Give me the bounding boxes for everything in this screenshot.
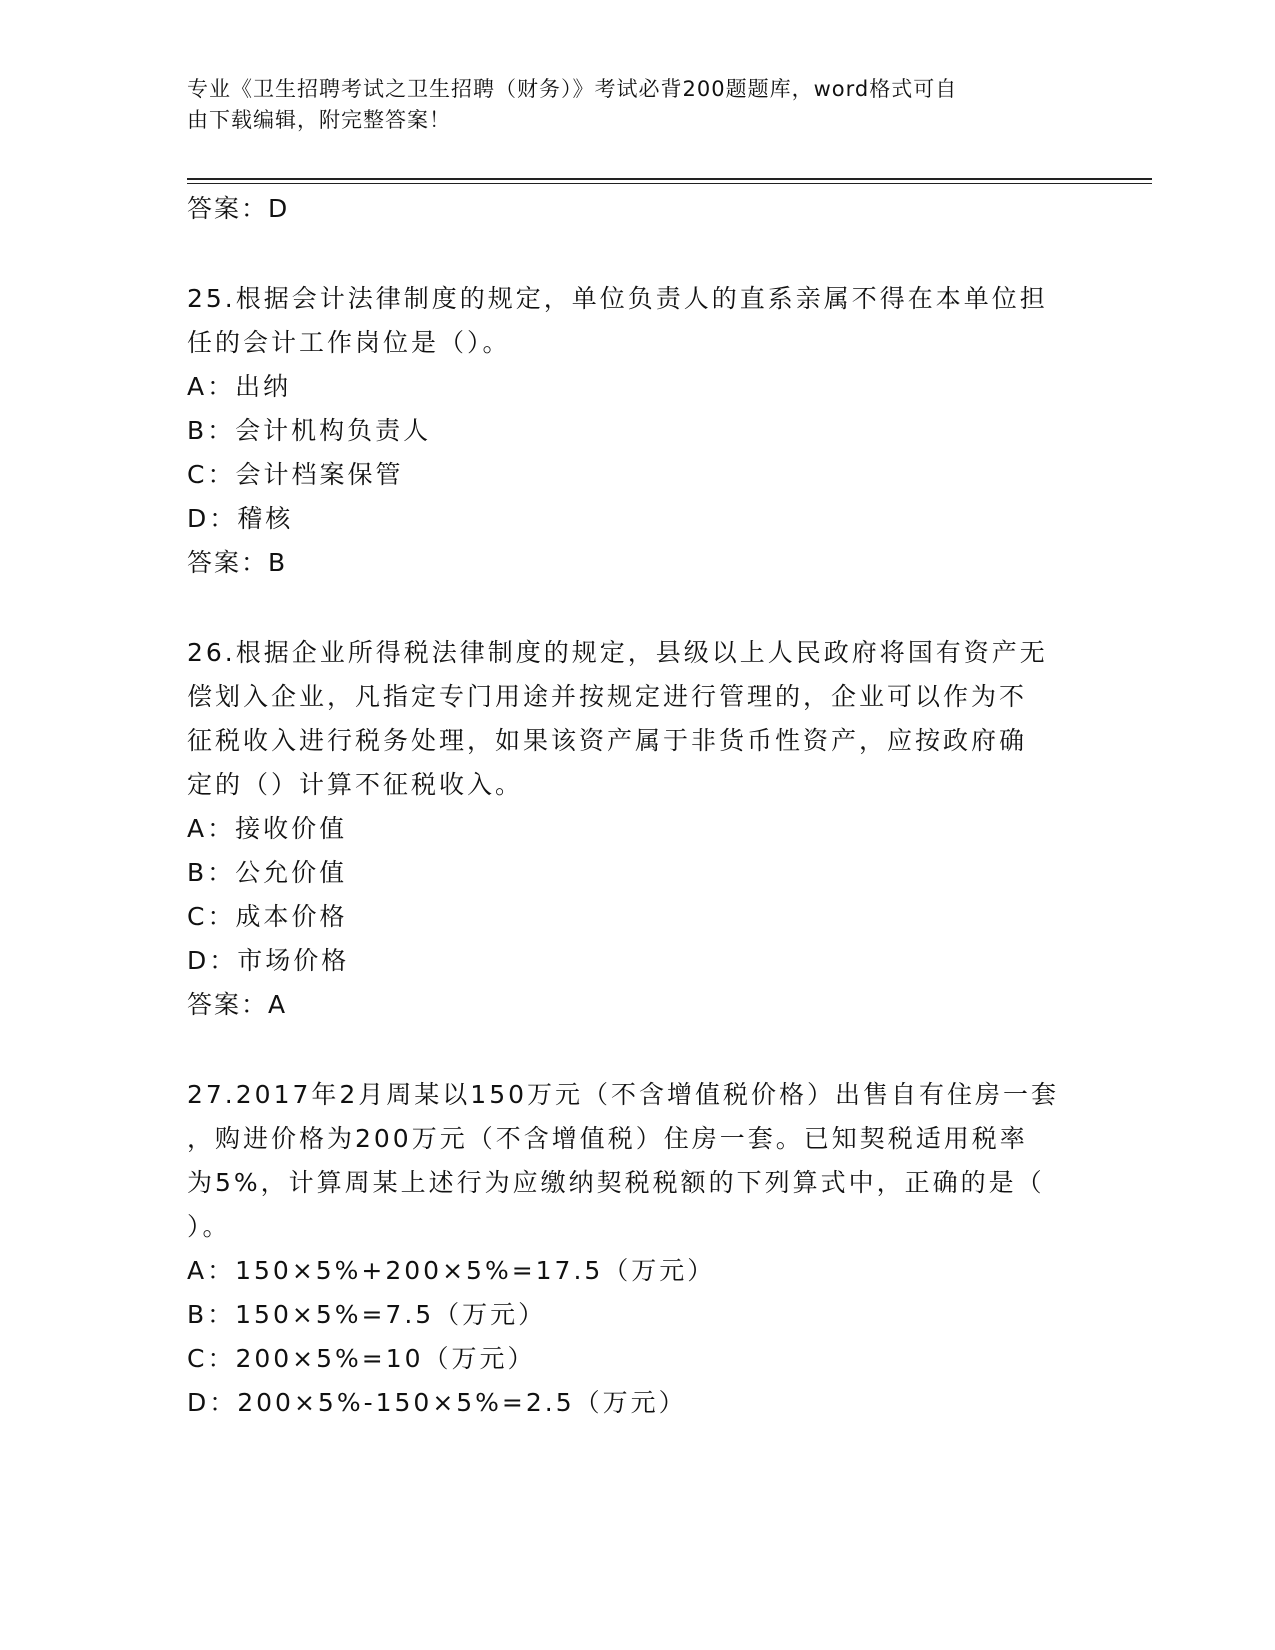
answer-previous: 答案：D <box>187 194 290 223</box>
question-27-stem-3: 为5%，计算周某上述行为应缴纳契税税额的下列算式中，正确的是（ <box>187 1168 1045 1197</box>
question-26-stem-3: 征税收入进行税务处理，如果该资产属于非货币性资产，应按政府确 <box>187 726 1028 755</box>
question-25-option-c: C：会计档案保管 <box>187 460 404 489</box>
question-26-option-d: D：市场价格 <box>187 946 350 975</box>
question-26-stem-1: 26.根据企业所得税法律制度的规定，县级以上人民政府将国有资产无 <box>187 638 1048 667</box>
header-divider-thin <box>187 183 1152 184</box>
question-25-answer: 答案：B <box>187 548 288 577</box>
question-25-option-b: B：会计机构负责人 <box>187 416 432 445</box>
question-26-answer: 答案：A <box>187 990 288 1019</box>
question-26-option-a: A：接收价值 <box>187 814 348 843</box>
question-27-option-b: B：150×5%=7.5（万元） <box>187 1300 547 1329</box>
question-27-option-d: D：200×5%-150×5%=2.5（万元） <box>187 1388 687 1417</box>
question-27-stem-2: ，购进价格为200万元（不含增值税）住房一套。已知契税适用税率 <box>187 1124 1028 1153</box>
header-divider <box>187 178 1152 180</box>
question-25-stem-2: 任的会计工作岗位是（）。 <box>187 328 511 357</box>
question-25-option-d: D：稽核 <box>187 504 294 533</box>
question-26-option-c: C：成本价格 <box>187 902 348 931</box>
question-27-stem-4: ）。 <box>187 1212 231 1241</box>
question-26-option-b: B：公允价值 <box>187 858 348 887</box>
question-27-option-c: C：200×5%=10（万元） <box>187 1344 536 1373</box>
question-27-option-a: A：150×5%+200×5%=17.5（万元） <box>187 1256 716 1285</box>
question-26-stem-2: 偿划入企业，凡指定专门用途并按规定进行管理的，企业可以作为不 <box>187 682 1028 711</box>
question-26-stem-4: 定的（）计算不征税收入。 <box>187 770 524 799</box>
header-line-2: 由下载编辑，附完整答案！ <box>187 108 451 132</box>
question-25-stem-1: 25.根据会计法律制度的规定，单位负责人的直系亲属不得在本单位担 <box>187 284 1048 313</box>
document-header <box>187 74 1067 136</box>
question-27-stem-1: 27.2017年2月周某以150万元（不含增值税价格）出售自有住房一套 <box>187 1080 1060 1109</box>
header-line-1: 专业《卫生招聘考试之卫生招聘（财务）》考试必背200题题库，word格式可自 <box>187 77 958 101</box>
question-25-option-a: A：出纳 <box>187 372 292 401</box>
